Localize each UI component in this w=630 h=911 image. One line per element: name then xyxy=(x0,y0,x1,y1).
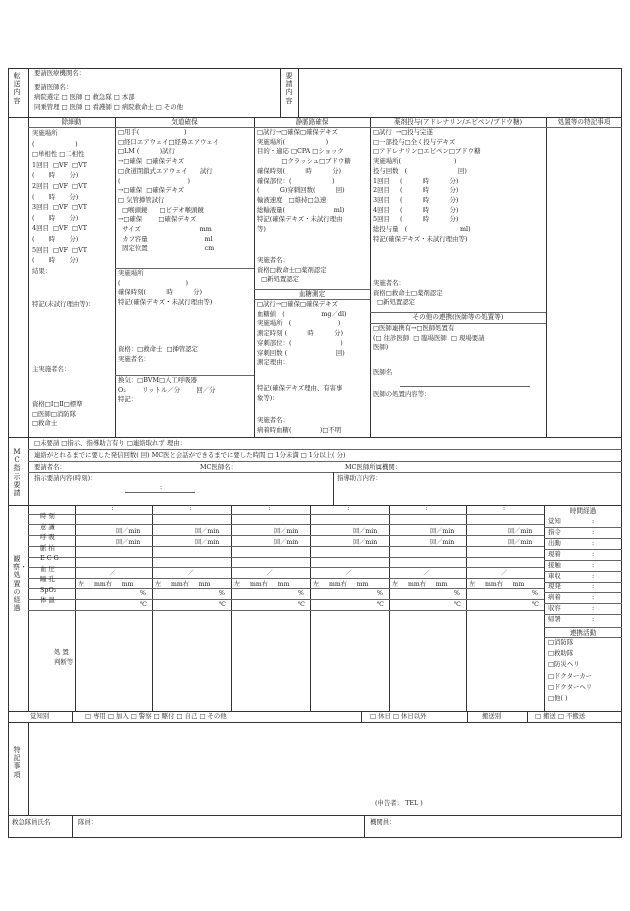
rule xyxy=(8,437,28,438)
blood-pressure-cell[interactable]: ／ xyxy=(501,570,508,577)
time-elapsed-colon: : xyxy=(592,604,595,613)
time-elapsed-item[interactable]: 出動 xyxy=(548,538,561,547)
vital-row-rule xyxy=(28,535,544,536)
col-defib-header: 除細動 xyxy=(61,118,82,126)
spo2-cell[interactable]: % xyxy=(140,590,146,597)
iv-executor[interactable]: 実施者名： 資格□救命士□薬剤認定 □新処置認定 xyxy=(257,256,327,284)
mc-instruction-request: 指示要請内容(時刻)： xyxy=(34,474,97,482)
time-elapsed-colon: : xyxy=(592,538,595,547)
vital-row-rule xyxy=(28,524,544,525)
kakuchi-options[interactable]: □ 専用 □ 加入 □ 警察 □ 駆付 □ 自己 □ その他 xyxy=(85,712,227,720)
vital-row-rule xyxy=(28,599,544,600)
rule xyxy=(28,437,622,438)
rule xyxy=(400,386,530,387)
ventilation[interactable]: 換気：□BVM□人工呼吸器 O₂ リットル／分 回／分 特記： xyxy=(118,376,216,404)
glucose-executor[interactable]: 実施者名： 病着時血糖( )□不明 xyxy=(257,416,342,434)
request-doctor: 要請医師名： xyxy=(34,83,73,91)
coop-activity-header: 連携活動 xyxy=(569,629,597,637)
time-elapsed-item[interactable]: 指令 xyxy=(548,527,561,536)
vital-label: 脈 拍 xyxy=(40,543,55,552)
temperature-cell[interactable]: ℃ xyxy=(454,601,461,608)
spo2-cell[interactable]: % xyxy=(298,590,304,597)
vital-label: 時 刻 xyxy=(40,512,55,520)
holiday-options[interactable]: □ 休日 □ 休日以外 xyxy=(370,712,427,720)
vital-label: 呼 吸 xyxy=(40,533,55,541)
vital-label: E C G xyxy=(40,554,59,562)
temperature-cell[interactable]: ℃ xyxy=(298,601,305,608)
rule xyxy=(8,815,622,816)
time-elapsed-item[interactable]: 帰署 xyxy=(548,615,561,624)
temperature-cell[interactable]: ℃ xyxy=(532,601,539,608)
kakuchi-label: 覚知別 xyxy=(30,712,50,720)
drug-details[interactable]: □試行 →□投与完遂 □一部投与□全く投与デキズ □アドレナリン□エピペン□ブドウ糖 実施場所( ) 投与回数 ( 回) 1回目 ( 時 分) 2回目 ( 時 分) 3回目 ( 時 分) 4回目 ( 時 分) 5回目 ( 時 分) 総投与量 ( ml) 特記(確保デキズ・未試行理由等) xyxy=(373,128,481,243)
col-airway-header: 気道確保 xyxy=(171,118,198,126)
time-cell[interactable]: : xyxy=(268,505,271,512)
pulse-cell[interactable]: 回／min xyxy=(195,539,220,546)
glucose-title: 血糖測定 xyxy=(298,290,326,298)
pupil-cell[interactable]: 左 mm右 mm xyxy=(313,581,369,588)
mc-status[interactable]: □未要請 □指示、指導助言有り □連絡取れず 理由： xyxy=(34,439,187,447)
time-elapsed-colon: : xyxy=(592,582,595,591)
time-elapsed-colon: : xyxy=(592,560,595,569)
airway-place-time: 実施場所 ( ) 確保時刻( 時 分) 特記(確保デキズ・未試行理由等) xyxy=(118,269,213,307)
rule xyxy=(364,815,365,838)
transport-label-bottom: 搬送別 xyxy=(482,712,502,720)
pulse-cell[interactable]: 回／min xyxy=(116,539,141,546)
rule xyxy=(72,815,73,838)
rule xyxy=(544,627,622,628)
rule xyxy=(361,711,362,722)
mc-time-colon: : xyxy=(160,483,163,491)
pupil-cell[interactable]: 左 mm右 mm xyxy=(469,581,525,588)
blood-pressure-cell[interactable]: ／ xyxy=(187,570,194,577)
pulse-cell[interactable]: 回／min xyxy=(508,539,533,546)
time-elapsed-item[interactable]: 現発 xyxy=(548,582,561,591)
rule xyxy=(8,722,622,723)
glucose-special: 特記(確保デキズ理由、有害事 象等)： xyxy=(257,384,343,402)
accompany-management[interactable]: 同乗管理 □ 医師 □ 看護師 □ 病院救命士 □ その他 xyxy=(34,103,184,111)
mc-requester: 要請者名： xyxy=(34,463,66,471)
time-elapsed-colon: : xyxy=(592,593,595,602)
time-elapsed-colon: : xyxy=(592,571,595,580)
coop-doctor-procedure: 医師の処置内容等： xyxy=(373,390,431,398)
respiration-cell[interactable]: 回／min xyxy=(195,528,220,535)
airway-details[interactable]: □用手( ) □経口エアウェイ□経鼻エアウェイ □LM ( )試行 →□確保 □確保デキズ □食道閉鎖式エアウェイ 試行 ( ) →□確保 □確保デキズ □ 気管挿管試行 □喉頭鏡 □ビデオ喉頭鏡 →□確保 □確保デキズ サイズ mm カフ容量 ml 固定位置 cm xyxy=(118,128,220,253)
vital-row-labels xyxy=(40,511,59,606)
pupil-cell[interactable]: 左 mm右 mm xyxy=(392,581,448,588)
time-elapsed-item[interactable]: 接触 xyxy=(548,560,561,569)
crew-members: 隊員： xyxy=(78,818,98,826)
vital-row-rule xyxy=(28,567,544,568)
spo2-cell[interactable]: % xyxy=(219,590,225,597)
coop-doctor-name: 医師名 xyxy=(373,368,393,376)
col-drug-header: 薬剤投与(アドレナリン/エピペン/ブドウ糖) xyxy=(393,118,523,126)
coop-activity-item[interactable]: □消防隊 xyxy=(548,638,574,646)
coop-activity-item[interactable]: □防災ヘリ xyxy=(548,660,580,669)
rule xyxy=(546,117,547,437)
blood-pressure-cell[interactable]: ／ xyxy=(345,570,352,577)
respiration-cell[interactable]: 回／min xyxy=(430,528,455,535)
rule xyxy=(544,505,545,711)
respiration-cell[interactable]: 回／min xyxy=(508,528,533,535)
coop-activity-item[interactable]: □ドクターヘリ xyxy=(548,682,593,691)
rule xyxy=(72,711,73,722)
vital-row-rule xyxy=(28,546,544,547)
pupil-cell[interactable]: 左 mm右 mm xyxy=(78,581,134,588)
vital-label: SpO₂ xyxy=(40,585,57,594)
pupil-cell[interactable]: 左 mm右 mm xyxy=(234,581,290,588)
coop-title: その他の連携(医師等の処置等) xyxy=(412,313,504,321)
mc-advice: 指導助言内容： xyxy=(337,474,382,482)
time-cell[interactable]: : xyxy=(347,505,350,512)
mc-label: MC指示要請 xyxy=(13,448,21,498)
blood-pressure-cell[interactable]: ／ xyxy=(423,570,430,577)
coop-activity-item[interactable]: □ドクターカー xyxy=(548,671,592,680)
rule xyxy=(254,117,255,437)
pulse-cell[interactable]: 回／min xyxy=(430,539,455,546)
rule xyxy=(28,117,29,437)
vital-label: 血 圧 xyxy=(40,564,55,573)
pupil-cell[interactable]: 左 mm右 mm xyxy=(155,581,211,588)
temperature-cell[interactable]: ℃ xyxy=(377,601,384,608)
vital-row-rule xyxy=(28,588,544,589)
time-elapsed-header: 時間経過 xyxy=(569,507,597,515)
time-elapsed-item[interactable]: 覚知 xyxy=(548,517,561,525)
defib-details[interactable]: 実施場所 ( ) □単相性 □二相性 1回目 □VF □VT ( 時 分) 2回目 □VF □VT ( 時 分) 3回目 □VF □VT ( 時 分) 4回目 □VF □VT ( 時 分) 5回目 □VF □VT ( 時 分) 結果： xyxy=(32,129,87,275)
spo2-cell[interactable]: % xyxy=(532,590,538,597)
vital-row-rule xyxy=(28,514,544,515)
vital-row-rule xyxy=(28,557,544,558)
respiration-cell[interactable]: 回／min xyxy=(353,528,378,535)
respiration-cell[interactable]: 回／min xyxy=(116,528,141,535)
drug-executor[interactable]: 実施者名： 資格□救命士□薬剤認定 □新処置認定 xyxy=(373,279,443,307)
rule xyxy=(28,449,622,450)
vital-label: 意 識 xyxy=(40,522,55,531)
time-elapsed-item[interactable]: 車収 xyxy=(548,571,561,580)
rule xyxy=(115,117,116,437)
defib-special-notes: 特記(未試行理由等)： xyxy=(32,300,95,308)
driver: 機関員： xyxy=(370,818,396,826)
time-elapsed-colon: : xyxy=(592,527,595,536)
time-elapsed-item[interactable]: 収容 xyxy=(548,604,561,613)
transport-label: 転送内容 xyxy=(13,72,21,105)
iv-details[interactable]: □試行→□確保□確保デキズ 実施場所( ) 目的・適応 □CPA □ショック □クラッシュ□ブドウ糖 確保時刻( 時 分) 確保部位：( ) ( G)穿刺回数( 回) 輸液速度 □維持□急速 総輸液量( ml) 特記(確保デキズ・未試行理由 等) xyxy=(257,128,351,234)
time-cell[interactable]: : xyxy=(425,505,428,512)
special-notes-label: 特記事項 xyxy=(13,746,21,779)
vital-label: 体 温 xyxy=(40,596,55,604)
blood-pressure-cell[interactable]: ／ xyxy=(266,570,273,577)
airway-qualification[interactable]: 資格：□救命士 □挿管認定 実施者名： xyxy=(118,345,199,363)
spo2-cell[interactable]: % xyxy=(454,590,460,597)
request-content-label: 要請内容 xyxy=(285,72,293,105)
pulse-cell[interactable]: 回／min xyxy=(274,539,299,546)
rule xyxy=(28,472,622,473)
time-elapsed-item[interactable]: 現着 xyxy=(548,549,561,558)
blood-pressure-cell[interactable]: ／ xyxy=(109,570,116,577)
col-special-header: 処置等の特記事項 xyxy=(557,118,611,126)
rule xyxy=(298,68,299,117)
pulse-cell[interactable]: 回／min xyxy=(353,539,378,546)
vital-label: 瞳 孔 xyxy=(40,575,55,583)
coop-details[interactable]: □医師連携有→□医師処置有 (□ 往診医師 □ 臨場医師 □ 現場要請 医師) xyxy=(373,324,485,352)
transport-options[interactable]: □ 搬送 □ 不搬送 xyxy=(535,712,586,720)
mc-institution: MC医師所属機関： xyxy=(345,463,402,471)
crew-label: 救急隊員氏名 xyxy=(12,818,51,826)
mc-doctor: MC医師名： xyxy=(200,463,237,471)
defib-executor: 主実施者名： xyxy=(32,365,71,373)
observation-label: 観察・処置の経過 xyxy=(13,555,27,613)
rule xyxy=(370,117,371,437)
coop-activity-item[interactable]: □他( ) xyxy=(548,694,568,702)
mc-contact-info[interactable]: 連絡がとれるまでに要した発信回数( 回) MC医と会話ができるまでに要した時間 □ 1分未満 □ 1分以上( 分) xyxy=(34,451,346,459)
coop-activity-item[interactable]: □救助隊 xyxy=(548,649,574,658)
hospital-selection[interactable]: 病院選定 □ 医師 □ 救急隊 □ 本部 xyxy=(34,93,135,101)
temperature-cell[interactable]: ℃ xyxy=(140,601,147,608)
rule xyxy=(28,437,29,505)
temperature-cell[interactable]: ℃ xyxy=(219,601,226,608)
glucose-details[interactable]: □試行→□確保□確保デキズ 血糖値 ( mg／dl) 実施場所 ( ) 測定時刻 ( 時 分) 穿刺部位：( ) 穿刺回数 ( 回) 測定理由： xyxy=(257,300,347,367)
rule xyxy=(280,68,281,117)
time-elapsed-colon: : xyxy=(592,615,595,624)
rule xyxy=(527,711,528,722)
request-institution: 要請医療機関名： xyxy=(34,69,86,77)
time-elapsed-colon: : xyxy=(592,549,595,558)
time-cell[interactable]: : xyxy=(111,505,114,512)
spo2-cell[interactable]: % xyxy=(377,590,383,597)
time-cell[interactable]: : xyxy=(503,505,506,512)
time-cell[interactable]: : xyxy=(189,505,192,512)
rule xyxy=(333,472,334,505)
rule xyxy=(28,68,29,117)
col-iv-header: 静脈路確保 xyxy=(295,118,329,126)
rule xyxy=(125,492,195,493)
action-judgment-label: 処 置 判断等 xyxy=(54,648,74,666)
reporter-tel: (申告者： TEL ) xyxy=(375,799,423,807)
rule xyxy=(467,711,468,722)
rule xyxy=(8,505,622,506)
rule xyxy=(28,461,622,462)
time-elapsed-item[interactable]: 病着 xyxy=(548,593,561,602)
rule xyxy=(28,722,29,815)
defib-qualification[interactable]: 資格□Ⅰ□Ⅱ□標準 □医師□消防隊 □救命士 xyxy=(32,400,83,428)
time-elapsed-colon: : xyxy=(592,517,595,525)
respiration-cell[interactable]: 回／min xyxy=(274,528,299,535)
vital-row-rule xyxy=(28,610,544,611)
